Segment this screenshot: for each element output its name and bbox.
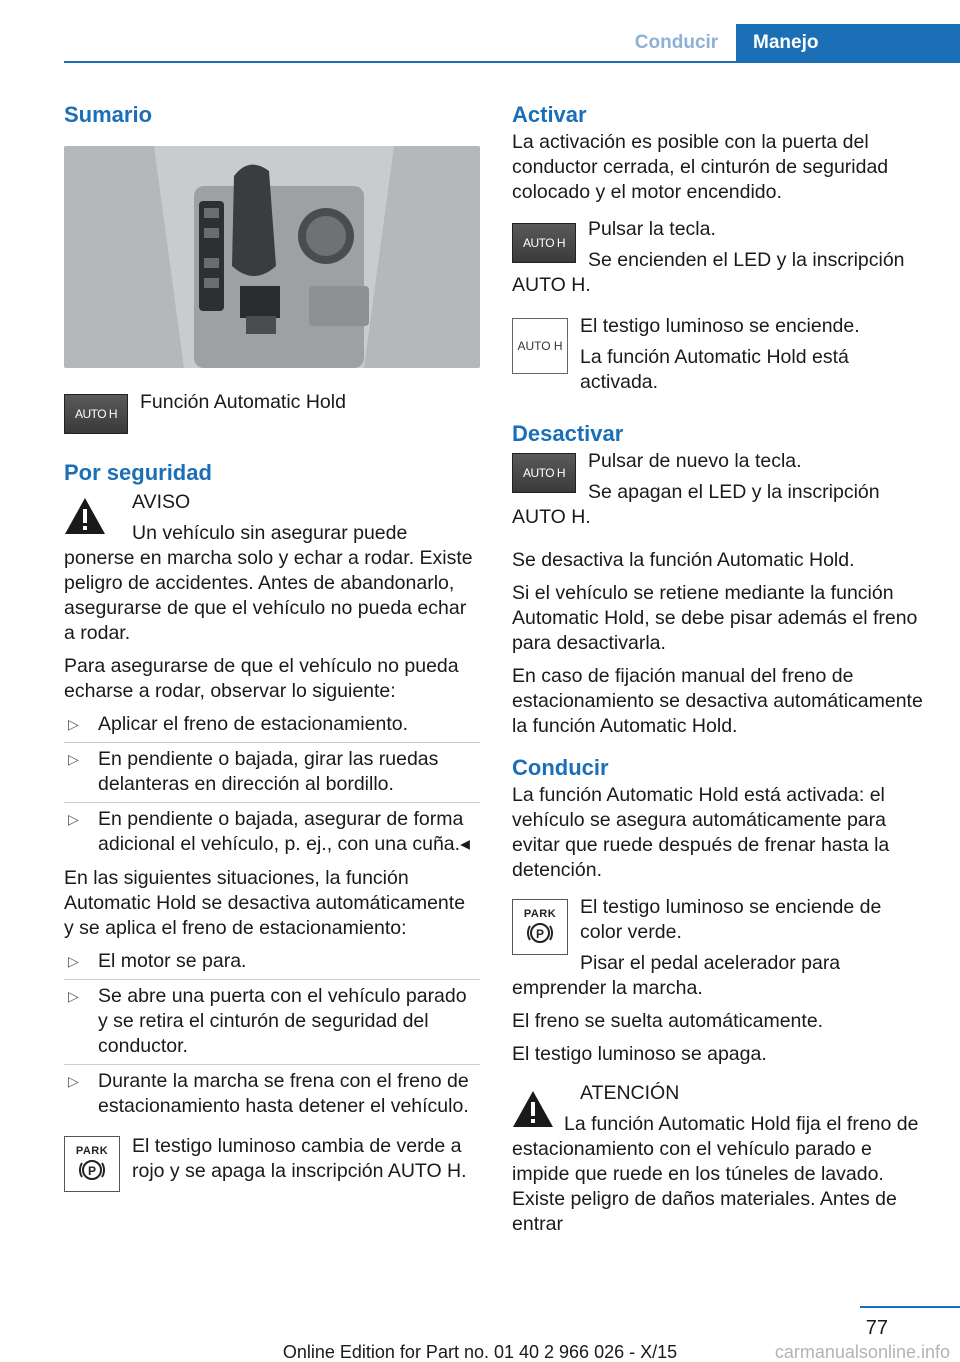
aviso-block <box>64 490 480 646</box>
svg-text:P: P <box>87 1164 97 1178</box>
pulsar-text: Pulsar la tecla. <box>588 218 716 240</box>
footer-rule <box>860 1306 960 1308</box>
desactivar-heading: Desactivar <box>512 421 624 446</box>
watermark: carmanualsonline.info <box>774 1342 950 1362</box>
center-console-photo <box>64 146 480 368</box>
testigo-apaga-text: El testigo luminoso se apaga. <box>512 1043 767 1065</box>
atencion-block <box>512 1081 928 1237</box>
safety-list <box>64 708 480 862</box>
si-retiene-text: Si el vehículo se retiene mediante la función Automatic Hold, se debe pisar además el freno para desactivarla. <box>512 582 918 654</box>
autoh-button-icon: AUTO H <box>512 453 576 493</box>
left-column <box>64 100 480 1194</box>
activar-button-block <box>512 217 928 298</box>
pisar-text: Pisar el pedal acelerador para emprender la marcha. <box>512 952 841 999</box>
right-column <box>512 100 928 1237</box>
pulsar-nuevo-text: Pulsar de nuevo la tecla. <box>588 450 802 472</box>
autoh-button-icon: AUTO H <box>64 394 128 434</box>
aviso-label: AVISO <box>132 491 191 513</box>
seguridad-heading: Por seguridad <box>64 460 212 485</box>
edition-footer: Online Edition for Part no. 01 40 2 966 026 - X/15 <box>282 1342 678 1362</box>
list-item: ▷ En pendiente o bajada, girar las ruedas delanteras en dirección al bordillo. <box>64 743 480 803</box>
list-item: ▷ El motor se para. <box>64 945 480 980</box>
encienden-text: Se encienden el LED y la inscripción AUTO H. <box>512 249 905 296</box>
park-red-block <box>64 1134 480 1194</box>
testigo-verde-text: El testigo luminoso se enciende de color verde. <box>580 896 882 943</box>
autoh-summary <box>64 390 480 434</box>
tab-manejo[interactable]: Manejo <box>736 24 960 61</box>
suelta-text: El freno se suelta automáticamente. <box>512 1010 824 1032</box>
list-item: ▷ En pendiente o bajada, asegurar de forma adicional el vehículo, p. ej., con una cuña.◂ <box>68 808 470 855</box>
apagan-text: Se apagan el LED y la inscripción AUTO H. <box>512 481 880 528</box>
list-item: ▷ Se abre una puerta con el vehículo parado y se retira el cinturón de seguridad del conductor. <box>64 980 480 1065</box>
autoh-indicator-icon: AUTO H <box>512 318 568 374</box>
testigo-enciende-text: El testigo luminoso se enciende. <box>580 315 860 337</box>
situaciones-text: En las siguientes situaciones, la función Automatic Hold se desactiva automáticamente y se aplica el freno de estacionamiento: <box>64 867 466 939</box>
atencion-label: ATENCIÓN <box>580 1082 680 1104</box>
page-number: 77 <box>865 1317 888 1339</box>
warning-triangle-icon <box>512 1089 554 1129</box>
autoh-caption: Función Automatic Hold <box>140 391 346 413</box>
fijacion-manual-text: En caso de fijación manual del freno de estacionamiento se desactiva automáticamente la función Automatic Hold. <box>512 665 923 737</box>
deactivation-list <box>64 945 480 1124</box>
se-desactiva-text: Se desactiva la función Automatic Hold. <box>512 549 855 571</box>
activar-text: La activación es posible con la puerta del conductor cerrada, el cinturón de seguridad colocado y el motor encendido. <box>512 131 889 203</box>
conducir-heading: Conducir <box>512 755 609 780</box>
conducir-text: La función Automatic Hold está activada: el vehículo se asegura automáticamente para evitar que ruede después de frenar hasta la detención. <box>512 784 890 881</box>
park-brake-icon: PARK P <box>64 1136 120 1192</box>
activada-text: La función Automatic Hold está activada. <box>580 346 849 393</box>
park-green-block <box>512 895 928 1001</box>
testigo-rojo-text: El testigo luminoso cambia de verde a rojo y se apaga la inscripción AUTO H. <box>132 1135 467 1182</box>
aviso-text: Un vehículo sin asegurar puede ponerse en marcha solo y echar a rodar. Existe peligro de accidentes. Antes de abandonarlo, asegurarse de que el vehículo no pueda echar a rodar. <box>64 522 473 644</box>
svg-text:P: P <box>535 927 545 941</box>
list-item: ▷ Aplicar el freno de estacionamiento. <box>64 708 480 743</box>
desactivar-button-block <box>512 449 928 530</box>
warning-triangle-icon <box>64 496 106 536</box>
list-item: ▷ Durante la marcha se frena con el freno de estacionamiento hasta detener el vehículo. <box>68 1070 469 1117</box>
para-asegurar-text: Para asegurarse de que el vehículo no pueda echarse a rodar, observar lo siguiente: <box>64 655 459 702</box>
autoh-button-icon: AUTO H <box>512 223 576 263</box>
atencion-text: La función Automatic Hold fija el freno de estacionamiento con el vehículo parado e impide que ruede en los túneles de lavado. Existe peligro de daños materiales. Antes de entrar <box>512 1113 919 1235</box>
tab-conducir[interactable]: Conducir <box>634 32 719 53</box>
sumario-heading: Sumario <box>64 102 153 127</box>
header-rule <box>64 61 960 63</box>
activada-block <box>512 314 928 395</box>
park-brake-icon: PARK P <box>512 899 568 955</box>
activar-heading: Activar <box>512 102 587 127</box>
